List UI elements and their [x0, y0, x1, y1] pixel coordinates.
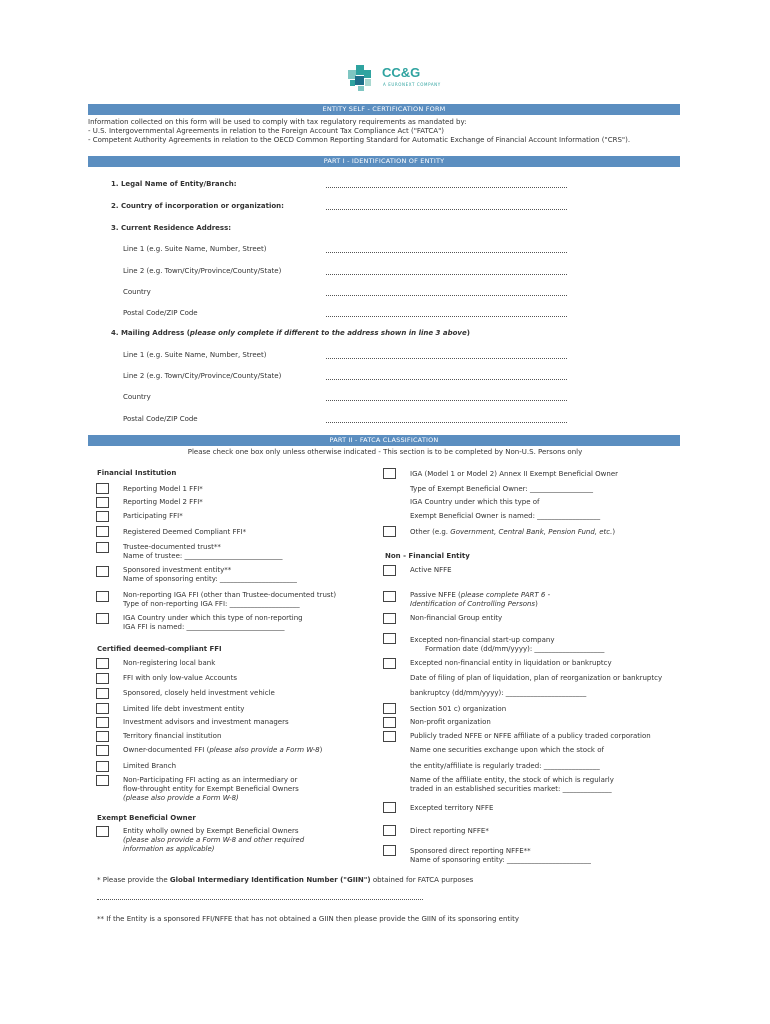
checkbox-sponsored-investment[interactable] [96, 566, 109, 577]
res-postal-label: Postal Code/ZIP Code [123, 309, 198, 317]
bankruptcy-label: bankruptcy (dd/mm/yyyy): _______________________ [410, 689, 587, 697]
checkbox-owner-documented[interactable] [96, 745, 109, 756]
checkbox-passive-nffe[interactable] [383, 591, 396, 602]
checkbox-territory-fi[interactable] [96, 731, 109, 742]
res-line1-label: Line 1 (e.g. Suite Name, Number, Street) [123, 245, 267, 253]
res-postal-field[interactable] [326, 316, 567, 317]
intro-line-2: - U.S. Intergovernmental Agreements in relation to the Foreign Account Tax Compliance Act ("FATCA") [88, 127, 445, 135]
nfe-heading: Non - Financial Entity [385, 552, 470, 560]
checkbox-iga-annex[interactable] [383, 468, 396, 479]
iga-country-type-label: IGA Country under which this type of [410, 498, 540, 506]
date-filing-label: Date of filing of plan of liquidation, plan of reorganization or bankruptcy [410, 674, 663, 682]
owner-documented-c: ) [319, 746, 323, 754]
nonreporting-iga-line2: Type of non-reporting IGA FFI: ____________________ [123, 600, 300, 608]
limited-branch-label: Limited Branch [123, 762, 177, 770]
owner-documented-a: Owner-documented FFI ( [123, 746, 210, 754]
sponsored-direct-line2: Name of sponsoring entity: ________________________ [410, 856, 591, 864]
passive-2c: ) [535, 600, 538, 608]
checkbox-publicly-traded[interactable] [383, 731, 396, 742]
mail-postal-field[interactable] [326, 422, 567, 423]
intro-line-1: Information collected on this form will be used to comply with tax regulatory requirements as mandated by: [88, 118, 467, 126]
checkbox-non-registering[interactable] [96, 658, 109, 669]
mail-line2-field[interactable] [326, 379, 567, 380]
checkbox-nonprofit[interactable] [383, 717, 396, 728]
res-country-field[interactable] [326, 295, 567, 296]
res-line2-label: Line 2 (e.g. Town/City/Province/County/State) [123, 267, 282, 275]
checkbox-iga-country[interactable] [96, 613, 109, 624]
sponsored-investment-label: Sponsored investment entity** [123, 566, 232, 574]
name-of-sponsoring-label: Name of sponsoring entity: ______________________ [123, 575, 297, 583]
closely-held-label: Sponsored, closely held investment vehicle [123, 689, 275, 697]
footnote1-a: * Please provide the [97, 876, 170, 884]
sponsored-direct-line1: Sponsored direct reporting NFFE** [410, 847, 531, 855]
checkbox-nonparticipating[interactable] [96, 775, 109, 786]
iga-annex-label: IGA (Model 1 or Model 2) Annex II Exempt Beneficial Owner [410, 470, 619, 478]
nonreporting-iga-line1: Non-reporting IGA FFI (other than Trustee-documented trust) [123, 591, 337, 599]
affiliate-name-line1: Name of the affiliate entity, the stock of which is regularly [410, 776, 614, 784]
nonprofit-label: Non-profit organization [410, 718, 491, 726]
q4-suffix: ) [466, 329, 470, 337]
q4-italic: please only complete if different to the address shown in line 3 above [189, 329, 467, 337]
giin-field[interactable] [97, 899, 423, 900]
low-value-label: FFI with only low-value Accounts [123, 674, 237, 682]
checkbox-trustee-documented[interactable] [96, 542, 109, 553]
publicly-traded-label: Publicly traded NFFE or NFFE affiliate of a publicy traded corporation [410, 732, 651, 740]
mail-country-field[interactable] [326, 400, 567, 401]
entity-wholly-line1: Entity wholly owned by Exempt Beneficial Owners [123, 827, 299, 835]
mail-line1-field[interactable] [326, 358, 567, 359]
passive-line1 [410, 591, 550, 600]
owner-documented-b: please also provide a Form W-8 [209, 746, 320, 754]
iga-country-line1: IGA Country under which this type of non-reporting [123, 614, 303, 622]
iga-country-line2: IGA FFI is named: ____________________________ [123, 623, 285, 631]
startup-line1: Excepted non-financial start-up company [410, 636, 555, 644]
reporting-model2-label: Reporting Model 2 FFI* [123, 498, 203, 506]
active-nffe-label: Active NFFE [410, 566, 452, 574]
part2-title-bar: PART II - FATCA CLASSIFICATION [88, 435, 680, 446]
checkbox-limited-branch[interactable] [96, 761, 109, 772]
registered-deemed-label: Registered Deemed Compliant FFI* [123, 528, 247, 536]
checkbox-closely-held[interactable] [96, 688, 109, 699]
affiliate-name-line2: traded in an established securities market: ______________ [410, 785, 612, 793]
footnote-giin [97, 876, 473, 885]
checkbox-section501[interactable] [383, 703, 396, 714]
nonparticipating-line1: Non-Participating FFI acting as an intermediary or [123, 776, 298, 784]
footnote-sponsored: ** If the Entity is a sponsored FFI/NFFE that has not obtained a GIIN then please provide the GIIN of its sponsoring entity [97, 915, 519, 923]
mail-line1-label: Line 1 (e.g. Suite Name, Number, Street) [123, 351, 267, 359]
entity-affiliate-label: the entity/affiliate is regularly traded: ________________ [410, 762, 600, 770]
mail-country-label: Country [123, 393, 151, 401]
logo-mark-icon [346, 62, 380, 92]
part2-instruction: Please check one box only unless otherwise indicated - This section is to be completed by Non-U.S. Persons only [187, 448, 583, 456]
investment-advisors-label: Investment advisors and investment managers [123, 718, 289, 726]
legal-name-field[interactable] [326, 187, 567, 188]
res-country-label: Country [123, 288, 151, 296]
entity-wholly-line2: (please also provide a Form W-8 and other required [123, 836, 305, 844]
other-c: ) [612, 528, 616, 536]
cdc-heading: Certified deemed-compliant FFI [97, 645, 222, 653]
passive-1b: please complete PART 6 - [460, 591, 551, 599]
country-incorporation-field[interactable] [326, 209, 567, 210]
logo-name: CC&G [382, 65, 421, 80]
checkbox-sponsored-direct[interactable] [383, 845, 396, 856]
checkbox-startup[interactable] [383, 633, 396, 644]
form-title-bar: ENTITY SELF - CERTIFICATION FORM [88, 104, 680, 115]
intro-line-3: - Competent Authority Agreements in relation to the OECD Common Reporting Standard for Automatic Exchange of Financial Account Information ("CRS"). [88, 136, 631, 144]
checkbox-low-value[interactable] [96, 673, 109, 684]
checkbox-nonreporting-iga[interactable] [96, 591, 109, 602]
company-logo [346, 62, 476, 94]
startup-line2: Formation date (dd/mm/yyyy): ____________________ [425, 645, 605, 653]
res-line1-field[interactable] [326, 252, 567, 253]
checkbox-limited-life[interactable] [96, 703, 109, 714]
checkbox-investment-advisors[interactable] [96, 717, 109, 728]
checkbox-territory-nffe[interactable] [383, 802, 396, 813]
checkbox-entity-wholly-owned[interactable] [96, 826, 109, 837]
nonparticipating-line3: (please also provide a Form W-8) [123, 794, 239, 802]
ebo-heading: Exempt Beneficial Owner [97, 814, 196, 822]
reporting-model1-label: Reporting Model 1 FFI* [123, 485, 203, 493]
mail-postal-label: Postal Code/ZIP Code [123, 415, 198, 423]
nonfinancial-group-label: Non-financial Group entity [410, 614, 503, 622]
other-a: Other (e.g. [410, 528, 451, 536]
territory-fi-label: Territory financial institution [123, 732, 222, 740]
passive-2: Identification of Controlling Persons [410, 600, 536, 608]
footnote1-c: obtained for FATCA purposes [370, 876, 474, 884]
checkbox-liquidation[interactable] [383, 658, 396, 669]
owner-documented-label [123, 746, 322, 755]
checkbox-nonfinancial-group[interactable] [383, 613, 396, 624]
checkbox-reporting-model1[interactable] [96, 483, 109, 494]
entity-wholly-line3: information as applicable) [123, 845, 215, 853]
name-of-trustee-label: Name of trustee: ____________________________ [123, 552, 283, 560]
other-b: Government, Central Bank, Pension Fund, etc. [450, 528, 613, 536]
checkbox-active-nffe[interactable] [383, 565, 396, 576]
ebo-named-label: Exempt Beneficial Owner is named: __________________ [410, 512, 601, 520]
passive-line2 [410, 600, 538, 609]
non-registering-label: Non-registering local bank [123, 659, 216, 667]
limited-life-label: Limited life debt investment entity [123, 705, 245, 713]
logo-subtitle: A EURONEXT COMPANY [383, 82, 441, 87]
trustee-documented-label: Trustee-documented trust** [123, 543, 221, 551]
liquidation-label: Excepted non-financial entity in liquidation or bankruptcy [410, 659, 612, 667]
direct-reporting-label: Direct reporting NFFE* [410, 827, 489, 835]
participating-label: Participating FFI* [123, 512, 183, 520]
q2-label: 2. Country of incorporation or organization: [111, 202, 284, 210]
q3-label: 3. Current Residence Address: [111, 224, 232, 232]
territory-nffe-label: Excepted territory NFFE [410, 804, 494, 812]
q1-label: 1. Legal Name of Entity/Branch: [111, 180, 237, 188]
checkbox-reporting-model2[interactable] [96, 497, 109, 508]
checkbox-participating[interactable] [96, 511, 109, 522]
securities-exchange-label: Name one securities exchange upon which the stock of [410, 746, 604, 754]
fi-heading: Financial Institution [97, 469, 177, 477]
q4-label [111, 329, 470, 338]
res-line2-field[interactable] [326, 274, 567, 275]
type-ebo-label: Type of Exempt Beneficial Owner: __________________ [410, 485, 593, 493]
footnote1-b: Global Intermediary Identification Number ("GIIN") [169, 876, 371, 884]
section501-label: Section 501 c) organization [410, 705, 507, 713]
checkbox-direct-reporting[interactable] [383, 825, 396, 836]
checkbox-registered-deemed[interactable] [96, 526, 109, 537]
part1-title-bar: PART I - IDENTIFICATION OF ENTITY [88, 156, 680, 167]
passive-1a: Passive NFFE ( [410, 591, 461, 599]
nonparticipating-line2: flow-throught entity for Exempt Beneficial Owners [123, 785, 299, 793]
mail-line2-label: Line 2 (e.g. Town/City/Province/County/State) [123, 372, 282, 380]
checkbox-other[interactable] [383, 526, 396, 537]
q4-prefix: 4. Mailing Address ( [111, 329, 190, 337]
other-label [410, 528, 615, 537]
